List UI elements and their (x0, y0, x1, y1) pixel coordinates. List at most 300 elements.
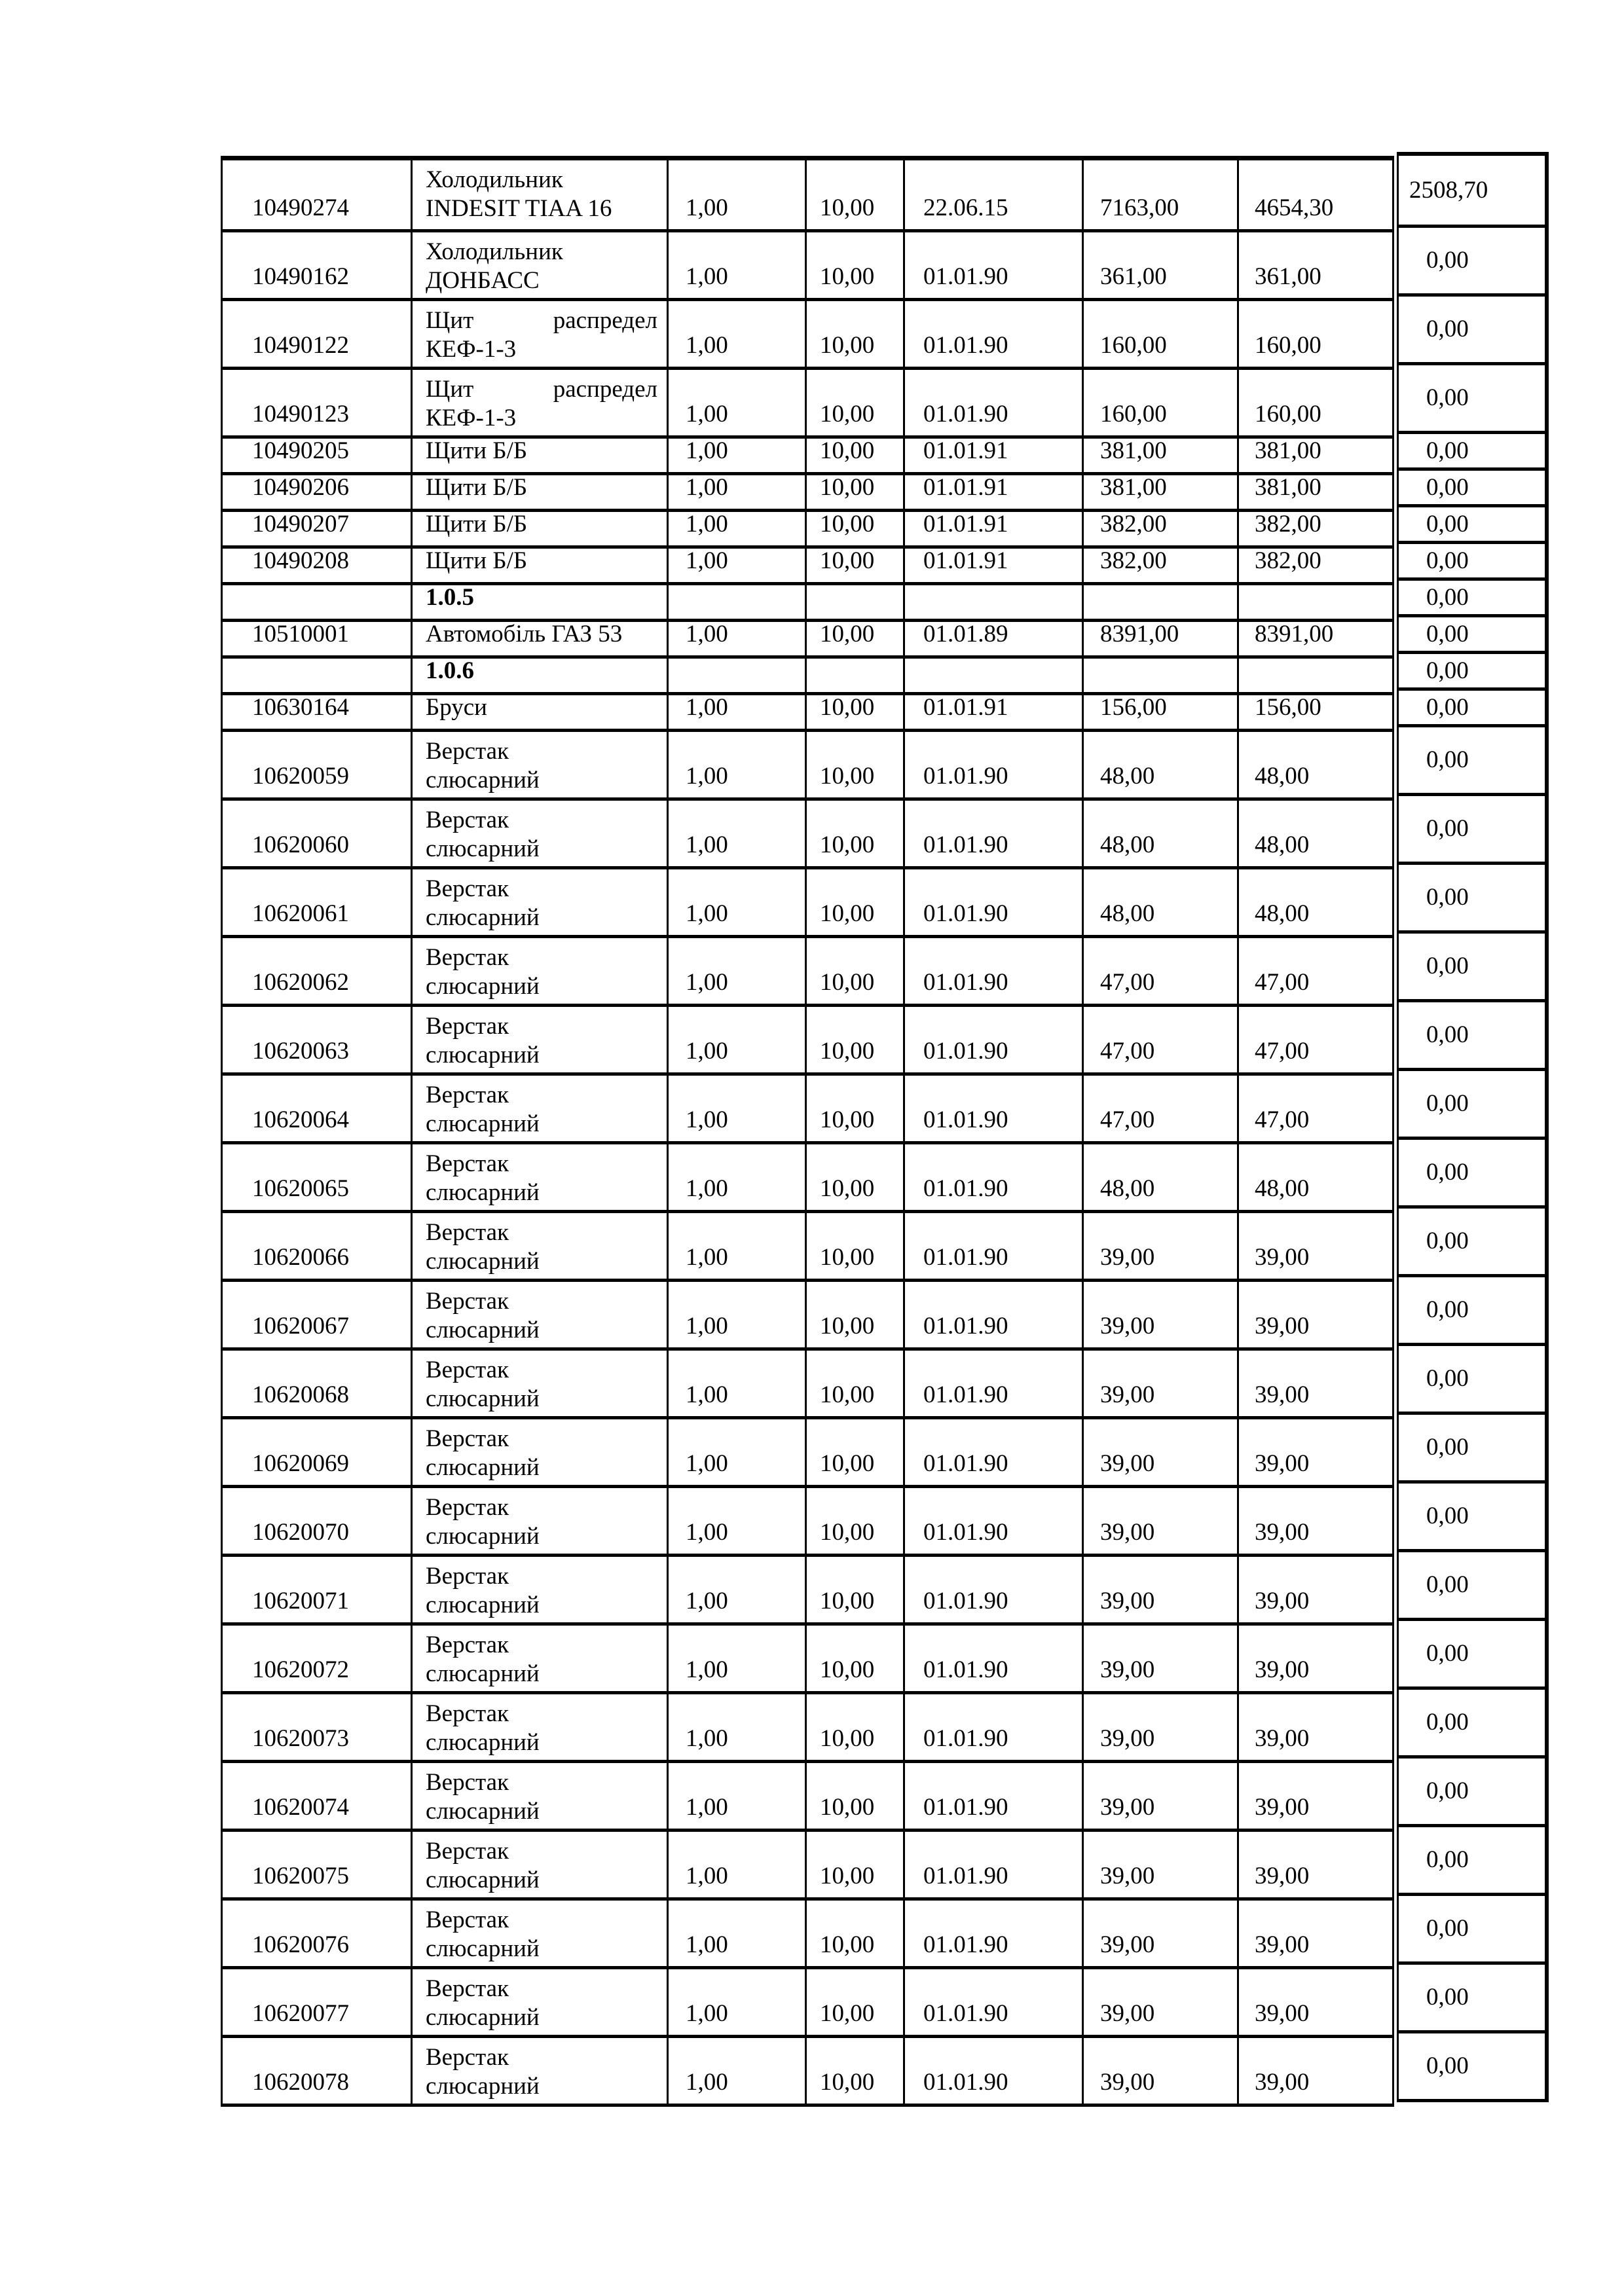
amount-value: 0,00 (1426, 384, 1469, 411)
cell-initial-value: 39,00 (1082, 1351, 1237, 1416)
cell-inventory-number (223, 1144, 411, 1210)
amount-cell (1399, 1961, 1545, 2030)
cell-name (411, 1763, 667, 1829)
cell-inventory-number (223, 370, 411, 435)
cell-inventory-number (223, 1419, 411, 1485)
cell-inventory-number (223, 659, 411, 692)
amount-value: 0,00 (1426, 2052, 1469, 2079)
cell-inventory-number (223, 301, 411, 367)
name-line1: Холодильник (426, 166, 563, 193)
cell-residual-value: 39,00 (1237, 1557, 1392, 1622)
cell-initial-value: 382,00 (1082, 549, 1237, 582)
cell-date: 01.01.90 (903, 1213, 1082, 1279)
table-row (223, 545, 1392, 582)
amount-value: 0,00 (1426, 1777, 1469, 1804)
name-line1: Холодильник (426, 238, 563, 265)
table-row (223, 1279, 1392, 1347)
name-line1: Верстак (426, 1563, 509, 1590)
cell-name (411, 1282, 667, 1347)
cell-inventory-number (223, 1694, 411, 1760)
amount-value: 0,00 (1426, 1571, 1469, 1598)
name-line1: Верстак (426, 1425, 509, 1452)
amount-cell (1399, 1549, 1545, 1618)
cell-residual-value: 8391,00 (1237, 622, 1392, 655)
name-line1: Верстак (426, 1013, 509, 1040)
table-row (223, 729, 1392, 797)
amount-cell (1399, 1686, 1545, 1755)
amount-cell (1399, 1412, 1545, 1480)
cell-inventory-number (223, 1213, 411, 1279)
table-row (223, 692, 1392, 729)
cell-name (411, 1419, 667, 1485)
table-row (223, 797, 1392, 866)
name-line2: слюсарний (426, 1248, 540, 1275)
amount-cell (1399, 724, 1545, 793)
name-line2: слюсарний (426, 767, 540, 793)
name-line2: слюсарний (426, 1523, 540, 1550)
table-row (223, 1072, 1392, 1141)
cell-date: 01.01.90 (903, 1419, 1082, 1485)
amount-cell (1399, 1274, 1545, 1343)
cell-initial-value (1082, 659, 1237, 692)
cell-name (411, 1901, 667, 1966)
table-row (223, 160, 1392, 229)
table-row (223, 1691, 1392, 1760)
table-row (223, 298, 1392, 367)
cell-name (411, 1007, 667, 1072)
cell-inventory-number (223, 585, 411, 619)
cell-inventory-number (223, 1901, 411, 1966)
cell-name (411, 1076, 667, 1141)
name-line2: INDESIT TIAA 16 (426, 195, 612, 222)
cell-quantity: 1,00 (667, 695, 805, 729)
cell-rate: 10,00 (805, 1626, 903, 1691)
cell-initial-value: 48,00 (1082, 869, 1237, 935)
cell-residual-value: 382,00 (1237, 512, 1392, 545)
table-row (223, 367, 1392, 435)
cell-quantity: 1,00 (667, 1007, 805, 1072)
inventory-number: 10620068 (252, 1381, 349, 1408)
cell-inventory-number (223, 1488, 411, 1554)
cell-initial-value: 381,00 (1082, 475, 1237, 509)
cell-quantity: 1,00 (667, 1901, 805, 1966)
amount-value: 0,00 (1426, 815, 1469, 842)
cell-rate: 10,00 (805, 232, 903, 298)
cell-inventory-number (223, 732, 411, 797)
cell-date: 01.01.91 (903, 439, 1082, 472)
cell-residual-value: 39,00 (1237, 2038, 1392, 2104)
inventory-number: 10620059 (252, 763, 349, 790)
name-line2: слюсарний (426, 1179, 540, 1206)
cell-rate: 10,00 (805, 1144, 903, 1210)
cell-quantity: 1,00 (667, 1557, 805, 1622)
cell-quantity: 1,00 (667, 1213, 805, 1279)
amount-cell (1399, 577, 1545, 614)
amount-value: 0,00 (1426, 1296, 1469, 1323)
cell-inventory-number (223, 1557, 411, 1622)
table-row (223, 472, 1392, 509)
name-line2: слюсарний (426, 904, 540, 931)
cell-initial-value: 39,00 (1082, 1213, 1237, 1279)
name-line1: Верстак (426, 875, 509, 902)
cell-quantity: 1,00 (667, 1626, 805, 1691)
cell-date: 01.01.90 (903, 1282, 1082, 1347)
table-row (223, 1141, 1392, 1210)
amount-cell (1399, 1343, 1545, 1412)
cell-residual-value: 39,00 (1237, 1763, 1392, 1829)
cell-quantity: 1,00 (667, 1969, 805, 2035)
cell-inventory-number (223, 801, 411, 866)
inventory-table (221, 156, 1394, 2107)
cell-quantity: 1,00 (667, 1694, 805, 1760)
cell-name (411, 439, 667, 472)
name-line1: Щит распредел (426, 376, 657, 403)
cell-quantity: 1,00 (667, 622, 805, 655)
cell-residual-value: 39,00 (1237, 1282, 1392, 1347)
cell-quantity (667, 585, 805, 619)
cell-date: 01.01.90 (903, 1694, 1082, 1760)
cell-rate: 10,00 (805, 1763, 903, 1829)
cell-initial-value: 47,00 (1082, 1076, 1237, 1141)
cell-date: 01.01.90 (903, 869, 1082, 935)
cell-initial-value: 39,00 (1082, 1694, 1237, 1760)
cell-quantity: 1,00 (667, 1488, 805, 1554)
cell-date: 01.01.90 (903, 732, 1082, 797)
amount-value: 0,00 (1426, 657, 1469, 684)
name-line1: Верстак (426, 2044, 509, 2071)
inventory-number: 10620069 (252, 1450, 349, 1477)
cell-residual-value: 39,00 (1237, 1626, 1392, 1691)
cell-quantity: 1,00 (667, 439, 805, 472)
name-line1: Верстак (426, 1769, 509, 1796)
name-line2: слюсарний (426, 1385, 540, 1412)
cell-residual-value: 47,00 (1237, 1007, 1392, 1072)
table-row (223, 935, 1392, 1004)
cell-rate: 10,00 (805, 1488, 903, 1554)
amount-value: 0,00 (1426, 1021, 1469, 1048)
cell-date: 01.01.90 (903, 938, 1082, 1004)
inventory-number: 10630164 (252, 695, 349, 721)
amount-cell (1399, 1137, 1545, 1205)
cell-name (411, 1213, 667, 1279)
cell-inventory-number (223, 1626, 411, 1691)
cell-residual-value: 39,00 (1237, 1901, 1392, 1966)
cell-rate (805, 659, 903, 692)
cell-quantity: 1,00 (667, 938, 805, 1004)
amount-value: 0,00 (1426, 1434, 1469, 1461)
amount-cell (1399, 1755, 1545, 1824)
cell-initial-value: 382,00 (1082, 512, 1237, 545)
cell-initial-value: 160,00 (1082, 370, 1237, 435)
amount-column (1397, 152, 1549, 2102)
inventory-number: 10510001 (252, 622, 349, 647)
inventory-number: 10620062 (252, 969, 349, 996)
amount-cell (1399, 614, 1545, 651)
cell-name (411, 2038, 667, 2104)
name-line2: КЕФ-1-3 (426, 336, 517, 363)
inventory-number: 10490206 (252, 475, 349, 501)
cell-initial-value: 39,00 (1082, 1969, 1237, 2035)
cell-name (411, 1488, 667, 1554)
table-row (223, 1829, 1392, 1897)
amount-cell (1399, 1068, 1545, 1137)
amount-cell (1399, 1824, 1545, 1893)
cell-initial-value: 39,00 (1082, 1763, 1237, 1829)
amount-cell (1399, 467, 1545, 504)
cell-name (411, 938, 667, 1004)
cell-initial-value: 48,00 (1082, 801, 1237, 866)
cell-date: 01.01.91 (903, 549, 1082, 582)
name-line1: Щит распредел (426, 307, 657, 334)
name-line1: Верстак (426, 1975, 509, 2002)
cell-date: 01.01.90 (903, 1626, 1082, 1691)
cell-rate: 10,00 (805, 938, 903, 1004)
cell-rate: 10,00 (805, 1419, 903, 1485)
cell-initial-value: 160,00 (1082, 301, 1237, 367)
table-row (223, 1485, 1392, 1554)
amount-cell (1399, 156, 1545, 225)
amount-value: 2508,70 (1409, 176, 1488, 204)
cell-quantity: 1,00 (667, 1076, 805, 1141)
cell-date: 01.01.90 (903, 232, 1082, 298)
cell-rate: 10,00 (805, 512, 903, 545)
cell-date: 01.01.90 (903, 1007, 1082, 1072)
cell-date: 01.01.90 (903, 1488, 1082, 1554)
cell-residual-value: 39,00 (1237, 1694, 1392, 1760)
amount-value: 0,00 (1426, 1228, 1469, 1254)
cell-rate: 10,00 (805, 1832, 903, 1897)
cell-name (411, 585, 667, 619)
cell-inventory-number (223, 549, 411, 582)
cell-residual-value: 160,00 (1237, 370, 1392, 435)
cell-residual-value (1237, 585, 1392, 619)
cell-date: 01.01.90 (903, 1901, 1082, 1966)
cell-rate: 10,00 (805, 1007, 903, 1072)
cell-residual-value: 47,00 (1237, 938, 1392, 1004)
amount-value: 0,00 (1426, 746, 1469, 773)
name-line2: слюсарний (426, 1935, 540, 1962)
cell-name (411, 869, 667, 935)
amount-value: 0,00 (1426, 884, 1469, 911)
table-row (223, 1760, 1392, 1829)
cell-rate: 10,00 (805, 1557, 903, 1622)
cell-rate: 10,00 (805, 160, 903, 229)
name-line1: Верстак (426, 1631, 509, 1658)
name-line1: Щити Б/Б (426, 549, 528, 574)
cell-quantity: 1,00 (667, 475, 805, 509)
cell-inventory-number (223, 2038, 411, 2104)
cell-residual-value: 4654,30 (1237, 160, 1392, 229)
cell-inventory-number (223, 695, 411, 729)
name-line1: Верстак (426, 1082, 509, 1108)
inventory-number: 10620066 (252, 1244, 349, 1271)
cell-quantity: 1,00 (667, 160, 805, 229)
amount-cell (1399, 225, 1545, 293)
name-line2: слюсарний (426, 1729, 540, 1756)
cell-date: 01.01.89 (903, 622, 1082, 655)
cell-name (411, 695, 667, 729)
name-line2: слюсарний (426, 1867, 540, 1893)
amount-cell (1399, 362, 1545, 431)
table-row (223, 435, 1392, 472)
cell-rate: 10,00 (805, 695, 903, 729)
cell-date (903, 659, 1082, 692)
cell-name (411, 475, 667, 509)
amount-cell (1399, 2030, 1545, 2099)
cell-residual-value: 160,00 (1237, 301, 1392, 367)
amount-value: 0,00 (1426, 583, 1469, 611)
amount-value: 0,00 (1426, 1159, 1469, 1186)
cell-rate: 10,00 (805, 1076, 903, 1141)
cell-residual-value: 382,00 (1237, 549, 1392, 582)
inventory-number: 10620060 (252, 831, 349, 858)
cell-residual-value: 39,00 (1237, 1969, 1392, 2035)
cell-rate: 10,00 (805, 869, 903, 935)
name-line2: слюсарний (426, 1798, 540, 1825)
table-row (223, 1554, 1392, 1622)
inventory-number: 10620061 (252, 900, 349, 927)
cell-residual-value (1237, 659, 1392, 692)
amount-value: 0,00 (1426, 473, 1469, 501)
cell-inventory-number (223, 1076, 411, 1141)
inventory-number: 10620063 (252, 1038, 349, 1065)
cell-inventory-number (223, 1282, 411, 1347)
cell-date: 01.01.90 (903, 301, 1082, 367)
cell-residual-value: 381,00 (1237, 475, 1392, 509)
name-line1: Верстак (426, 807, 509, 833)
name-line1: Щити Б/Б (426, 512, 528, 538)
amount-value: 0,00 (1426, 1915, 1469, 1942)
cell-name (411, 622, 667, 655)
amount-value: 0,00 (1426, 437, 1469, 464)
table-row (223, 1210, 1392, 1279)
table-row (223, 866, 1392, 935)
cell-date: 01.01.91 (903, 512, 1082, 545)
cell-rate: 10,00 (805, 1901, 903, 1966)
name-line1: Верстак (426, 1357, 509, 1383)
table-row (223, 1004, 1392, 1072)
cell-rate: 10,00 (805, 1694, 903, 1760)
cell-quantity: 1,00 (667, 1419, 805, 1485)
amount-cell (1399, 431, 1545, 467)
cell-date: 01.01.91 (903, 475, 1082, 509)
cell-quantity: 1,00 (667, 1351, 805, 1416)
amount-value: 0,00 (1426, 953, 1469, 979)
cell-inventory-number (223, 1969, 411, 2035)
table-row (223, 1347, 1392, 1416)
cell-quantity: 1,00 (667, 869, 805, 935)
cell-rate (805, 585, 903, 619)
cell-rate: 10,00 (805, 732, 903, 797)
cell-date: 01.01.90 (903, 1076, 1082, 1141)
cell-residual-value: 48,00 (1237, 869, 1392, 935)
cell-name (411, 512, 667, 545)
cell-name (411, 160, 667, 229)
cell-inventory-number (223, 622, 411, 655)
cell-inventory-number (223, 1351, 411, 1416)
cell-initial-value: 47,00 (1082, 1007, 1237, 1072)
cell-name (411, 301, 667, 367)
name-line1: Верстак (426, 1219, 509, 1246)
amount-cell (1399, 793, 1545, 862)
cell-residual-value: 48,00 (1237, 1144, 1392, 1210)
table-row (223, 1966, 1392, 2035)
cell-quantity: 1,00 (667, 1144, 805, 1210)
cell-residual-value: 381,00 (1237, 439, 1392, 472)
inventory-number: 10620064 (252, 1106, 349, 1133)
cell-quantity: 1,00 (667, 549, 805, 582)
cell-date: 22.06.15 (903, 160, 1082, 229)
cell-quantity: 1,00 (667, 732, 805, 797)
cell-inventory-number (223, 232, 411, 298)
amount-cell (1399, 504, 1545, 541)
name-line2: слюсарний (426, 1042, 540, 1068)
name-line1: Щити Б/Б (426, 439, 528, 464)
cell-inventory-number (223, 869, 411, 935)
name-line2: слюсарний (426, 1660, 540, 1687)
name-line2: слюсарний (426, 2004, 540, 2031)
inventory-number: 10490205 (252, 439, 349, 464)
inventory-number: 10490162 (252, 263, 349, 290)
cell-name (411, 549, 667, 582)
cell-residual-value: 48,00 (1237, 732, 1392, 797)
cell-initial-value: 7163,00 (1082, 160, 1237, 229)
cell-initial-value: 39,00 (1082, 1282, 1237, 1347)
cell-residual-value: 39,00 (1237, 1488, 1392, 1554)
cell-residual-value: 47,00 (1237, 1076, 1392, 1141)
amount-value: 0,00 (1426, 1365, 1469, 1392)
amount-value: 0,00 (1426, 510, 1469, 538)
amount-cell (1399, 541, 1545, 577)
name-line1: Верстак (426, 1906, 509, 1933)
cell-rate: 10,00 (805, 2038, 903, 2104)
cell-name (411, 732, 667, 797)
cell-rate: 10,00 (805, 1351, 903, 1416)
table-row (223, 1622, 1392, 1691)
table-row (223, 1416, 1392, 1485)
table-row (223, 509, 1392, 545)
table-row (223, 655, 1392, 692)
inventory-number: 10620078 (252, 2069, 349, 2096)
inventory-number: 10490123 (252, 401, 349, 428)
name-line2: слюсарний (426, 1592, 540, 1618)
cell-date: 01.01.91 (903, 695, 1082, 729)
amount-cell (1399, 293, 1545, 362)
name-line1: Щити Б/Б (426, 475, 528, 501)
cell-name (411, 232, 667, 298)
inventory-number: 10620073 (252, 1725, 349, 1752)
cell-initial-value: 39,00 (1082, 1557, 1237, 1622)
cell-initial-value: 47,00 (1082, 938, 1237, 1004)
amount-cell (1399, 862, 1545, 930)
cell-date (903, 585, 1082, 619)
amount-value: 0,00 (1426, 1984, 1469, 2011)
cell-initial-value (1082, 585, 1237, 619)
inventory-number: 10620077 (252, 2000, 349, 2027)
cell-initial-value: 39,00 (1082, 1419, 1237, 1485)
cell-residual-value: 39,00 (1237, 1419, 1392, 1485)
cell-residual-value: 39,00 (1237, 1213, 1392, 1279)
cell-inventory-number (223, 512, 411, 545)
amount-value: 0,00 (1426, 1846, 1469, 1873)
cell-name (411, 1626, 667, 1691)
name-line2: ДОНБАСС (426, 267, 540, 294)
amount-value: 0,00 (1426, 1709, 1469, 1736)
cell-rate: 10,00 (805, 1282, 903, 1347)
cell-name (411, 801, 667, 866)
cell-residual-value: 39,00 (1237, 1351, 1392, 1416)
cell-rate: 10,00 (805, 370, 903, 435)
